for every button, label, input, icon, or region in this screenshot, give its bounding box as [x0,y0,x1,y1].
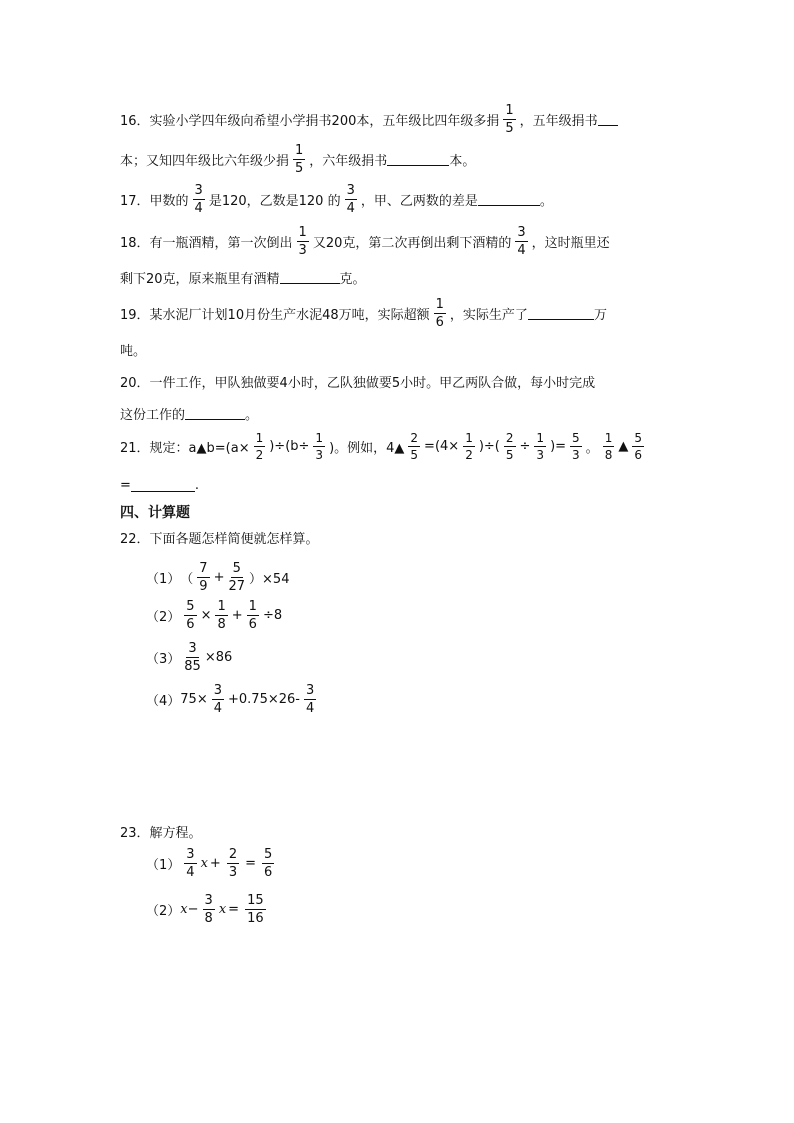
answer-blank[interactable] [185,407,245,420]
q18-line2 [120,268,366,287]
expr-text: （ [180,572,194,587]
expr-operator: + [213,570,225,585]
q21-line1 [120,432,648,461]
q22-text: 22．下面各题怎样简便就怎样算。 [120,532,319,547]
fraction: $\frac{1}{8}$ [217,599,226,632]
answer-blank[interactable] [131,479,195,492]
q19-text: 万 [593,308,607,323]
fraction: $\frac{3}{4}$ [194,183,203,216]
q21-text: )= [550,439,567,454]
q21-text: )÷( [478,439,500,454]
fraction: $\frac{1}{3}$ [536,431,545,462]
sub-label: （2） [146,904,181,919]
sub-label: （3） [146,652,181,667]
expr-operator: × [200,608,212,623]
answer-blank[interactable] [280,271,340,284]
q18-text: ，这时瓶里还 [531,236,610,251]
section-heading [120,502,190,522]
q16-line2 [120,144,475,175]
expr-text: ÷8 [262,608,283,623]
q21-text: )÷(b÷ [269,439,310,454]
q17-text: 。 [539,194,553,209]
fraction: $\frac{5}{6}$ [186,599,195,632]
q18-text: 18．有一瓶酒精，第一次倒出 [120,236,293,251]
fraction: $\frac{1}{2}$ [255,431,264,462]
fraction: $\frac{5}{6}$ [634,431,642,462]
answer-blank[interactable] [528,307,594,320]
q17-line [120,184,553,215]
q16-text: ，五年级捐书 [519,114,598,129]
q17-text: 17．甲数的 [120,194,189,209]
expr-text: ×86 [204,650,233,665]
fraction: $\frac{5}{27}$ [228,561,246,594]
q16-text: ，六年级捐书 [309,154,388,169]
fraction: $\frac{1}{3}$ [315,431,324,462]
fraction: $\frac{3}{4}$ [346,183,355,216]
answer-blank[interactable] [598,113,618,126]
q18-text: 剩下20克，原来瓶里有酒精 [120,272,280,287]
fraction: $\frac{15}{16}$ [247,893,264,926]
sub-label: （2） [146,610,181,625]
q22-sub1 [146,562,289,593]
q23-sub2 [146,894,270,925]
q21-line2 [120,478,199,493]
fraction: $\frac{2}{3}$ [228,847,238,880]
q23-text: 23．解方程。 [120,826,202,841]
q20-line2 [120,404,258,423]
sub-label: （1） [146,858,181,873]
q20-text: 这份工作的 [120,408,186,423]
q19-text: ，实际生产了 [449,308,528,323]
q21-text: =(4× [424,439,460,454]
fraction: $\frac{3}{4}$ [186,847,195,880]
fraction: $\frac{2}{5}$ [410,431,419,462]
q22-sub3 [146,642,232,673]
answer-blank[interactable] [478,193,540,206]
q19-line1 [120,298,607,329]
variable-x: x [180,902,188,917]
q19-text: 19．某水泥厂计划10月份生产水泥48万吨，实际超额 [120,308,430,323]
sub-label: （1） [146,572,181,587]
sub-label: （4） [146,694,181,709]
q16-text: 本；又知四年级比六年级少捐 [120,154,290,169]
expr-equals: = [245,856,256,871]
fraction: $\frac{3}{4}$ [517,225,526,258]
q20-text: 。 [245,408,259,423]
q21-text: )。例如，4▲ [329,441,405,456]
q20-line1 [120,372,595,391]
expr-equals: = [228,902,240,917]
fraction: $\frac{3}{8}$ [204,893,213,926]
fraction: $\frac{1}{5}$ [505,103,514,136]
variable-x: x [218,902,227,917]
expr-operator: + [231,608,243,623]
fraction: $\frac{1}{8}$ [604,431,613,462]
section-title: 四、计算题 [120,505,190,521]
expr-text: +0.75×26- [228,692,300,707]
q21-text: = [120,478,131,493]
expr-operator: − [187,902,199,917]
fraction: $\frac{7}{9}$ [199,561,208,594]
fraction: $\frac{3}{4}$ [213,683,222,716]
fraction: $\frac{2}{5}$ [505,431,514,462]
q16-line1 [120,104,618,135]
q19-line2 [120,340,146,359]
expr-text: 75× [180,692,208,707]
expr-operator: + [209,856,221,871]
q21-text: ÷ [519,439,531,454]
q18-text: 又20克，第二次再倒出剩下酒精的 [312,236,512,251]
q20-text: 20．一件工作，甲队独做要4小时，乙队独做要5小时。甲乙两队合做，每小时完成 [120,376,596,391]
fraction: $\frac{5}{3}$ [572,431,580,462]
fraction: $\frac{3}{85}$ [184,641,201,674]
fraction: $\frac{1}{6}$ [248,599,257,632]
fraction: $\frac{3}{4}$ [305,683,315,716]
q18-line1 [120,226,610,257]
q16-text: 16．实验小学四年级向希望小学捐书200本，五年级比四年级多捐 [120,114,500,129]
q22-sub4 [146,684,320,715]
q23-title [120,822,202,841]
fraction: $\frac{5}{6}$ [264,847,273,880]
q21-text: ▲ [618,439,629,454]
q18-text: 克。 [339,272,366,287]
fraction: $\frac{1}{6}$ [435,297,444,330]
q19-text: 吨。 [120,344,147,359]
variable-x: x [200,856,208,871]
fraction: $\frac{1}{2}$ [465,431,473,462]
q16-text: 本。 [449,154,476,169]
fraction: $\frac{1}{3}$ [298,225,307,258]
q22-sub2 [146,600,282,631]
expr-text: ）×54 [249,572,290,587]
fraction: $\frac{1}{5}$ [295,143,304,176]
q22-title [120,528,319,547]
answer-blank[interactable] [387,153,449,166]
q17-text: ，甲、乙两数的差是 [360,194,478,209]
q23-sub1 [146,848,278,879]
q21-text: 。 [585,441,599,456]
q21-text: . [194,478,200,493]
q17-text: 是120，乙数是120 的 [208,194,341,209]
q21-text: 21．规定：a▲b=(a× [120,441,250,456]
